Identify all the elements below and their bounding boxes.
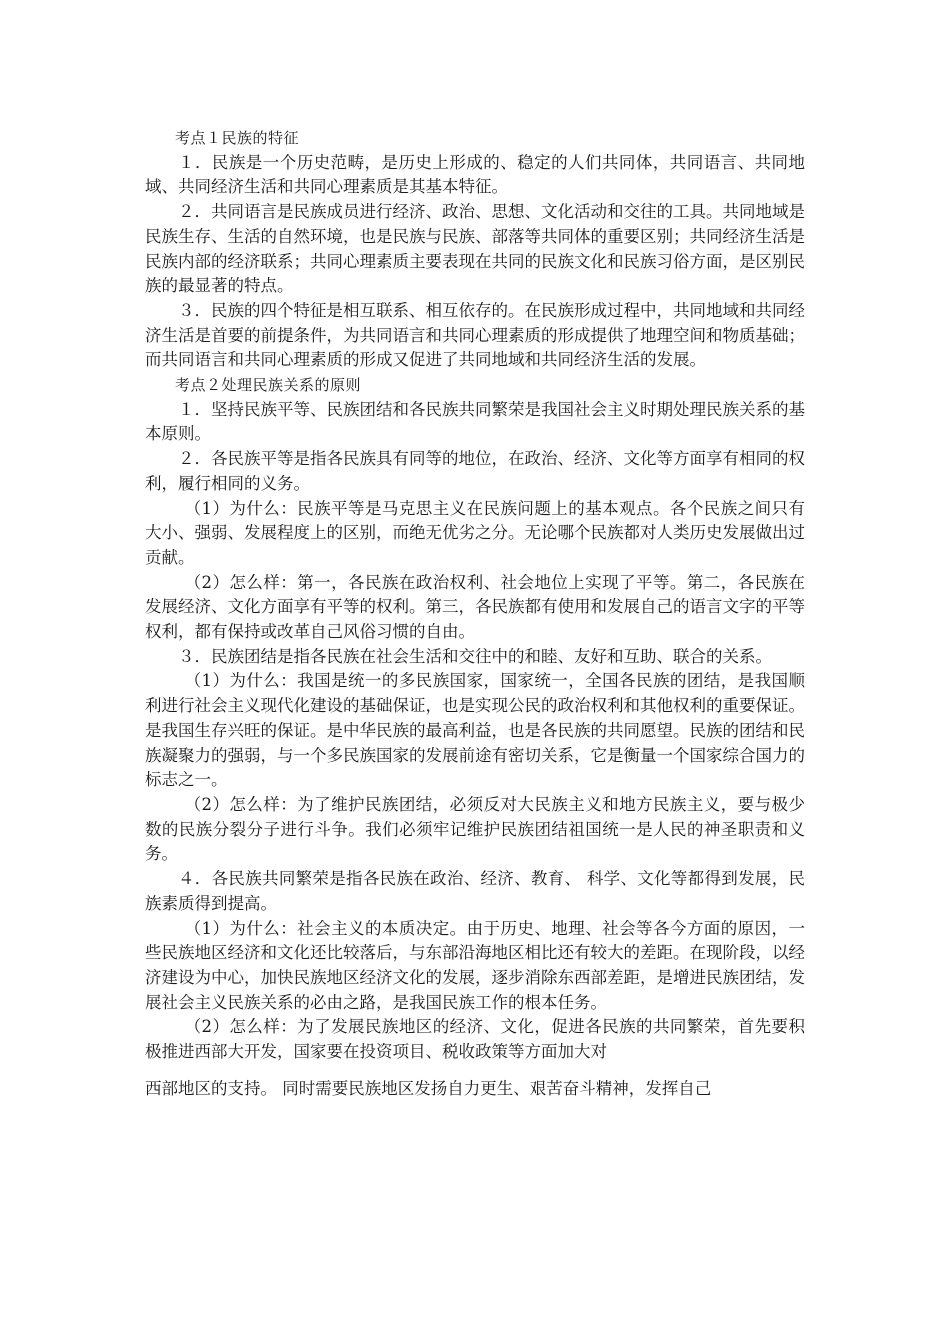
section-2-paragraph-3: ３．民族团结是指各民族在社会生活和交往中的和睦、友好和互助、联合的关系。	[178, 646, 772, 666]
document-body	[145, 126, 805, 1101]
prosperity-why-paragraph: （1）为什么：社会主义的本质决定。由于历史、地理、社会等各今方面的原因，一些民族地区经济和文化还比较落后，与东部沿海地区相比还有较大的差距。在现阶段，以经济建设为中心，加快民族地区经济文化的发展，逐步消除东西部差距，是增进民族团结，发展社会主义民族关系的必由之路，是我国民族工作的根本任务。	[145, 918, 805, 1012]
section-2-paragraph-1: １．坚持民族平等、民族团结和各民族共同繁荣是我国社会主义时期处理民族关系的基本原则。	[145, 399, 805, 444]
section-2-paragraph-4: ４．各民族共同繁荣是指各民族在政治、经济、教育、 科学、文化等都得到发展，民族素质得到提高。	[145, 869, 805, 913]
prosperity-how-continuation: 西部地区的支持。 同时需要民族地区发扬自力更生、艰苦奋斗精神，发挥自己	[145, 1078, 712, 1098]
section-1-heading: 考点１民族的特征	[175, 129, 300, 147]
section-1-paragraph-1: １．民族是一个历史范畴，是历史上形成的、稳定的人们共同体，共同语言、共同地域、共同经济生活和共同心理素质是其基本特征。	[145, 152, 805, 197]
unity-why-paragraph: （1）为什么：我国是统一的多民族国家，国家统一，全国各民族的团结，是我国顺利进行社会主义现代化建设的基础保证，也是实现公民的政治权利和其他权利的重要保证。是我国生存兴旺的保证。是中华民族的最高利益，也是各民族的共同愿望。民族的团结和民族凝聚力的强弱，与一个多民族国家的发展前途有密切关系，它是衡量一个国家综合国力的标志之一。	[145, 671, 805, 790]
equality-how-paragraph: （2）怎么样：第一，各民族在政治权利、社会地位上实现了平等。第二，各民族在发展经济、文化方面享有平等的权利。第三，各民族都有使用和发展自己的语言文字的平等权利，都有保持或改革自己风俗习惯的自由。	[145, 572, 805, 642]
section-1-paragraph-3: ３．民族的四个特征是相互联系、相互依存的。在民族形成过程中，共同地域和共同经济生活是首要的前提条件，为共同语言和共同心理素质的形成提供了地理空间和物质基础；而共同语言和共同心理素质的形成又促进了共同地域和共同经济生活的发展。	[145, 300, 805, 370]
section-2-heading: 考点２处理民族关系的原则	[175, 376, 362, 395]
section-1-paragraph-2: ２．共同语言是民族成员进行经济、政治、思想、文化活动和交往的工具。共同地域是民族生存、生活的自然环境，也是民族与民族、部落等共同体的重要区别；共同经济生活是民族内部的经济联系；共同心理素质主要表现在共同的民族文化和民族习俗方面，是区别民族的最显著的特点。	[145, 202, 805, 296]
section-2-paragraph-2: ２．各民族平等是指各民族具有同等的地位，在政治、经济、文化等方面享有相同的权利，履行相同的义务。	[145, 449, 805, 493]
unity-how-paragraph: （2）怎么样：为了维护民族团结，必须反对大民族主义和地方民族主义，要与极少数的民族分裂分子进行斗争。我们必须牢记维护民族团结祖国统一是人民的神圣职责和义务。	[145, 794, 805, 864]
prosperity-how-paragraph: （2）怎么样：为了发展民族地区的经济、文化，促进各民族的共同繁荣，首先要积极推进西部大开发，国家要在投资项目、税收政策等方面加大对	[145, 1017, 805, 1062]
equality-why-paragraph: （1）为什么：民族平等是马克思主义在民族问题上的基本观点。各个民族之间只有大小、强弱、发展程度上的区别，而绝无优劣之分。无论哪个民族都对人类历史发展做出过贡献。	[145, 498, 805, 567]
